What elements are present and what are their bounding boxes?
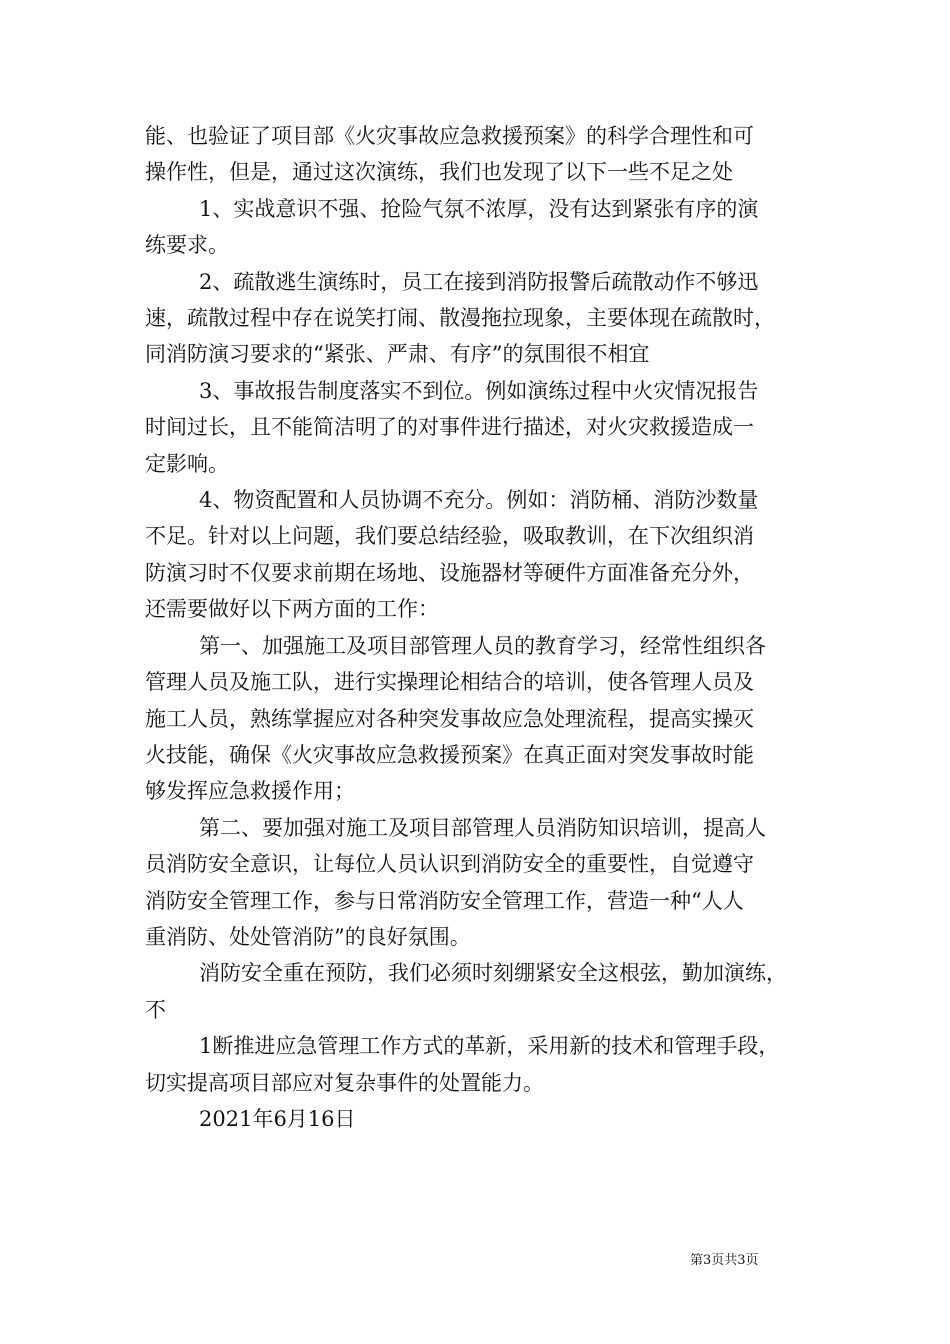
- text-line: 操作性，但是，通过这次演练，我们也发现了以下一些不足之处: [145, 160, 733, 185]
- text-line: 重消防、处处管消防”的良好氛围。: [145, 924, 471, 949]
- page-number: 第3页共3页: [690, 1253, 759, 1268]
- text-line: 火技能，确保《火灾事故应急救援预案》在真正面对突发事故时能: [145, 742, 754, 767]
- text-line: 1、实战意识不强、抢险气氛不浓厚，没有达到紧张有序的演: [199, 196, 759, 221]
- text-line: 防演习时不仅要求前期在场地、设施器材等硬件方面准备充分外，: [145, 560, 754, 585]
- text-line: 员消防安全意识，让每位人员认识到消防安全的重要性，自觉遵守: [145, 852, 754, 877]
- text-line: 不: [145, 997, 166, 1022]
- text-line: 管理人员及施工队，进行实操理论相结合的培训，使各管理人员及: [145, 670, 754, 695]
- text-line: 1断推进应急管理工作方式的革新，采用新的技术和管理手段，: [199, 1034, 780, 1059]
- text-line: 不足。针对以上问题，我们要总结经验，吸取教训，在下次组织消: [145, 524, 754, 549]
- text-line: 消防安全管理工作，参与日常消防安全管理工作，营造一种“人人: [145, 888, 744, 913]
- text-line: 施工人员，熟练掌握应对各种突发事故应急处理流程，提高实操灭: [145, 706, 754, 731]
- text-line: 够发挥应急救援作用；: [145, 779, 355, 804]
- text-line: 切实提高项目部应对复杂事件的处置能力。: [145, 1070, 544, 1095]
- text-line: 同消防演习要求的“紧张、严肃、有序”的氛围很不相宜: [145, 342, 650, 367]
- text-line: 4、物资配置和人员协调不充分。例如：消防桶、消防沙数量: [199, 488, 759, 513]
- text-line: 2、疏散逃生演练时，员工在接到消防报警后疏散动作不够迅: [199, 269, 759, 294]
- text-line: 消防安全重在预防，我们必须时刻绷紧安全这根弦，勤加演练，: [199, 961, 787, 986]
- text-line: 能、也验证了项目部《火灾事故应急救援预案》的科学合理性和可: [145, 124, 754, 148]
- text-line: 3、事故报告制度落实不到位。例如演练过程中火灾情况报告: [199, 378, 759, 403]
- text-line: 速，疏散过程中存在说笑打闹、散漫拖拉现象，主要体现在疏散时，: [145, 306, 775, 331]
- text-line: 时间过长，且不能简洁明了的对事件进行描述，对火灾救援造成一: [145, 415, 754, 440]
- text-line: 还需要做好以下两方面的工作：: [145, 597, 439, 622]
- text-line: 第一、加强施工及项目部管理人员的教育学习，经常性组织各: [199, 633, 766, 658]
- document-date: 2021年6月16日: [199, 1106, 356, 1131]
- text-line: 定影响。: [145, 451, 229, 476]
- text-line: 练要求。: [145, 233, 229, 258]
- text-line: 第二、要加强对施工及项目部管理人员消防知识培训，提高人: [199, 815, 766, 840]
- document-body: [145, 118, 825, 1137]
